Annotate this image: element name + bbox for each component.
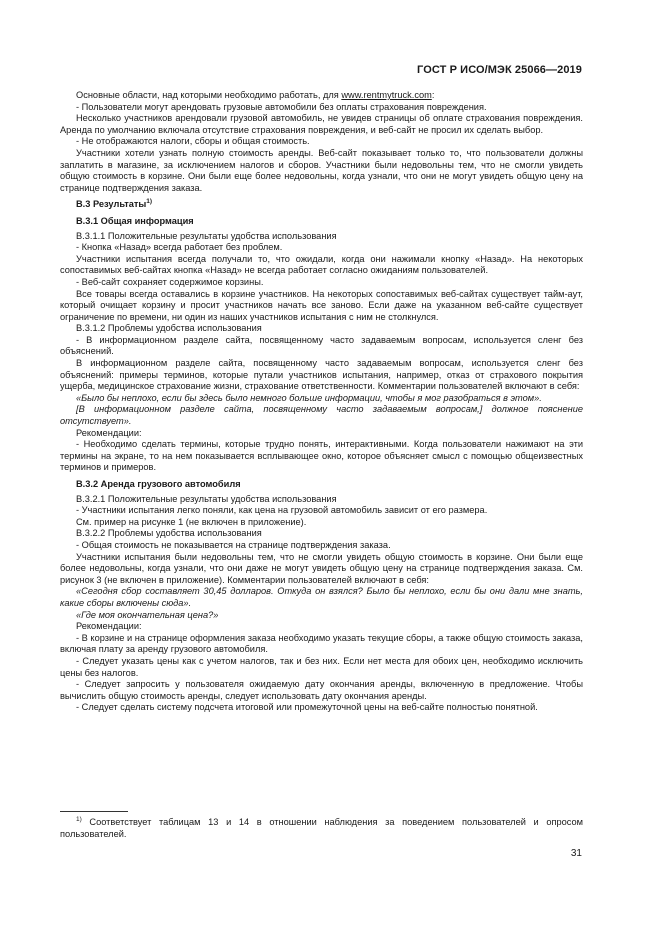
paragraph-text: Основные области, над которыми необходимо работать, для (76, 90, 342, 100)
bullet-item: - Необходимо сделать термины, которые трудно понять, интерактивными. Когда пользователи нажимают на эти термины на экране, то на нем показывается всплывающее окно, которое объясняет смысл с помощью общеизвестных терминов и примеров. (60, 439, 583, 473)
footnote (60, 817, 583, 840)
paragraph: Участники испытания были недовольны тем, что не смогли увидеть общую стоимость в корзине. Они были еще более недовольны, когда узнали, что они даже не могут увидеть общую цену на странице подтверждения заказа. См. рисунок 3 (не включен в приложение). Комментарии пользователей включают в себя: (60, 551, 583, 585)
bullet-item: - Не отображаются налоги, сборы и общая стоимость. (76, 136, 310, 147)
paragraph: См. пример на рисунке 1 (не включен в приложение). (76, 516, 307, 527)
bullet-item: - Кнопка «Назад» всегда работает без проблем. (76, 242, 283, 253)
bullet-item: - Следует указать цены как с учетом налогов, так и без них. Если нет места для обоих цен, необходимо исключить цены без налогов. (60, 655, 583, 678)
section-heading-b32: В.3.2 Аренда грузового автомобиля (76, 479, 241, 489)
paragraph (60, 90, 583, 102)
bullet-item: - Следует запросить у пользователя ожидаемую дату окончания аренды, включенную в предложение. Чтобы вычислить общую стоимость аренды, следует использовать дату окончания аренды. (60, 679, 583, 701)
footnote-mark: 1) (76, 815, 82, 823)
paragraph: В информационном разделе сайта, посвященному часто задаваемым вопросам, используется сленг без объяснений: примеры терминов, которые путали участников испытания, например, отказ от страхового покрытия ущерба, медицинское страхование жизни, страхование ответственности. Комментарии пользователей включают в себя: (60, 358, 583, 392)
paragraph: Несколько участников арендовали грузовой автомобиль, не увидев страницы об оплате страхования повреждения. Аренда по умолчанию включала отсутствие страхования повреждения, и веб-сайт не просил их сделать выбор. (60, 113, 583, 135)
website-link[interactable]: www.rentmytruck.com (341, 90, 432, 100)
page-body (60, 90, 583, 714)
footnote-divider (60, 811, 128, 812)
paragraph: Участники испытания всегда получали то, что ожидали, когда они нажимали кнопку «Назад». На некоторых сопоставимых веб-сайтах кнопка «Назад» не всегда работает согласно ожиданиям пользователей. (60, 253, 583, 276)
recommendations-label: Рекомендации: (76, 621, 142, 632)
footnote-text: Соответствует таблицам 13 и 14 в отношении наблюдения за поведением пользователей и опросом пользователей. (60, 817, 583, 839)
footnote-ref: 1) (146, 198, 153, 206)
recommendations-label: Рекомендации: (76, 427, 142, 438)
heading-text: В.3 Результаты (76, 199, 147, 210)
bullet-item: - Пользователи могут арендовать грузовые автомобили без оплаты страхования повреждения. (76, 101, 487, 112)
user-quote: «Сегодня сбор составляет 30,45 долларов. Откуда он взялся? Было бы неплохо, если бы они дали мне знать, какие сборы включены сюда». (60, 586, 583, 608)
section-heading-b31: В.3.1 Общая информация (76, 215, 194, 226)
bullet-item: - В информационном разделе сайта, посвященному часто задаваемым вопросам, используется сленг без объяснений. (60, 334, 583, 357)
document-id: ГОСТ Р ИСО/МЭК 25066—2019 (417, 64, 582, 76)
bullet-item: - Веб-сайт сохраняет содержимое корзины. (76, 276, 264, 287)
bullet-item: - Участники испытания легко поняли, как цена на грузовой автомобиль зависит от его размера. (76, 505, 488, 516)
punctuation: : (431, 90, 435, 100)
bullet-item: - Общая стоимость не показывается на странице подтверждения заказа. (76, 539, 391, 550)
subsection-title: В.3.1.1 Положительные результаты удобства использования (76, 230, 337, 241)
subsection-title: В.3.2.2 Проблемы удобства использования (76, 528, 262, 539)
subsection-title: В.3.1.2 Проблемы удобства использования (76, 323, 262, 334)
user-quote: «Где моя окончательная цена?» (76, 609, 219, 620)
user-quote: [В информационном разделе сайта, посвященному часто задаваемым вопросам,] должное пояснение отсутствует». (60, 404, 583, 427)
page-number: 31 (570, 848, 582, 859)
subsection-title: В.3.2.1 Положительные результаты удобства использования (76, 493, 337, 504)
bullet-item: - Следует сделать систему подсчета итоговой или промежуточной цены на веб-сайте полностью понятной. (76, 702, 538, 713)
paragraph: Все товары всегда оставались в корзине участников. На некоторых сопоставимых веб-сайтах существует тайм-аут, который очищает корзину и просит участников начать все заново. Если даже на указанном веб-сайте существует ограничение по времени, ни один из наших участников испытания с ним не столкнулся. (60, 288, 583, 322)
paragraph: Участники хотели узнать полную стоимость аренды. Веб-сайт показывает только то, что пользователи должны заплатить в магазине, за исключением налогов и сборов. Участники были недовольны тем, что не смогли увидеть общую стоимость в корзине. Они были еще более недовольны, когда узнали, что они не могут увидеть общую цену на странице подтверждения заказа. (60, 147, 583, 193)
user-quote: «Было бы неплохо, если бы здесь было немного больше информации, чтобы я мог разобраться в этом». (76, 392, 542, 403)
section-heading-b3 (60, 199, 583, 211)
bullet-item: - В корзине и на странице оформления заказа необходимо указать текущие сборы, а также общую стоимость заказа, включая плату за аренду грузового автомобиля. (60, 632, 583, 655)
